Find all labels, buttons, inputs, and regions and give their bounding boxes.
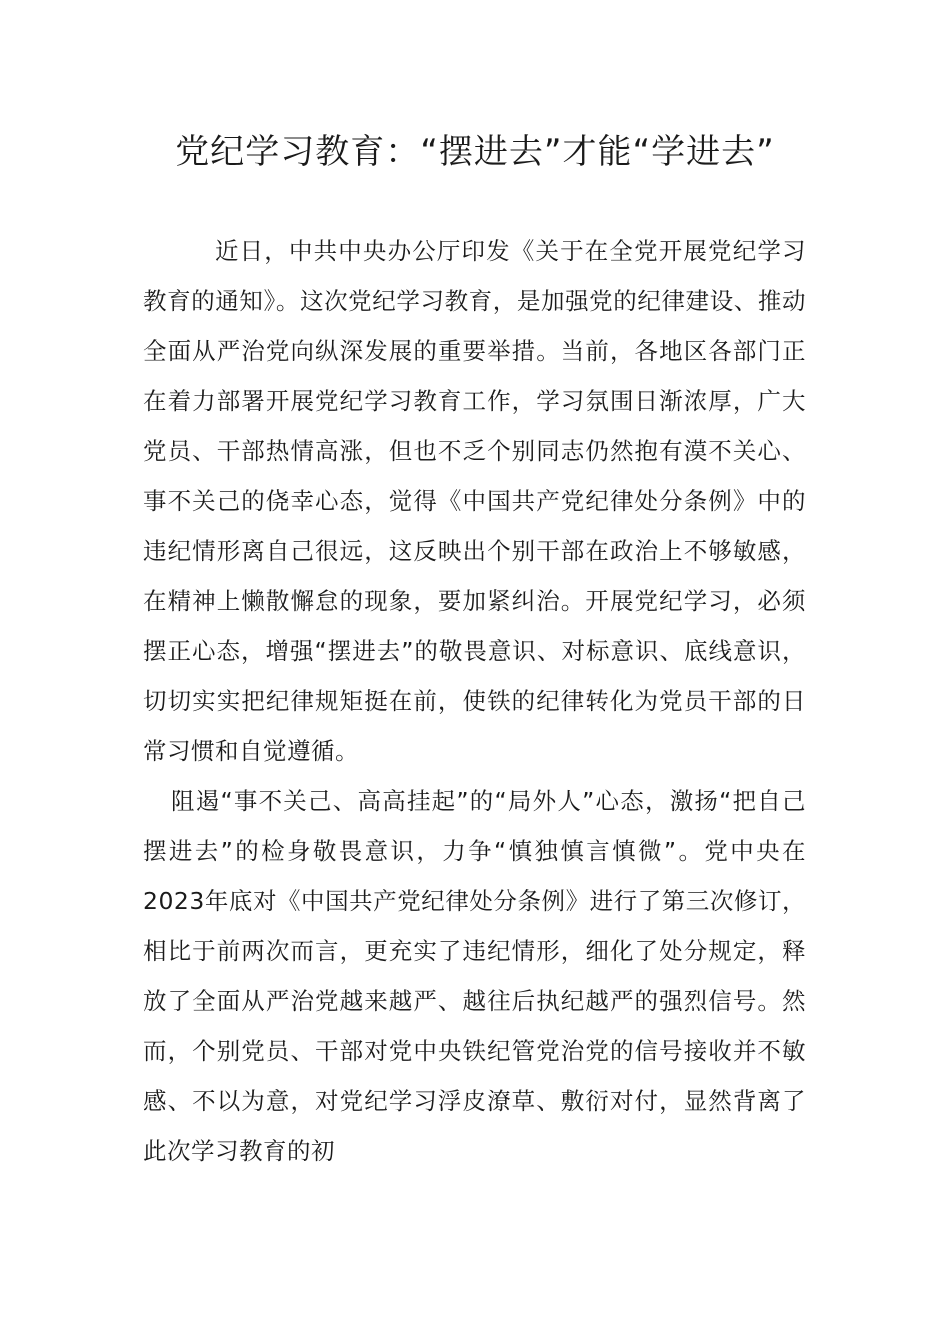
document-body bbox=[143, 226, 806, 1176]
document-title: 党纪学习教育：“摆进去”才能“学进去” bbox=[175, 132, 775, 172]
paragraph-1: 近日，中共中央办公厅印发《关于在全党开展党纪学习教育的通知》。这次党纪学习教育，是加强党的纪律建设、推动全面从严治党向纵深发展的重要举措。当前，各地区各部门正在着力部署开展党纪学习教育工作，学习氛围日渐浓厚，广大党员、干部热情高涨，但也不乏个别同志仍然抱有漠不关心、事不关己的侥幸心态，觉得《中国共产党纪律处分条例》中的违纪情形离自己很远，这反映出个别干部在政治上不够敏感，在精神上懒散懈怠的现象，要加紧纠治。开展党纪学习，必须摆正心态，增强“摆进去”的敬畏意识、对标意识、底线意识，切切实实把纪律规矩挺在前，使铁的纪律转化为党员干部的日常习惯和自觉遵循。 bbox=[143, 237, 806, 765]
paragraph-2: 阻遏“事不关己、高高挂起”的“局外人”心态，激扬“把自己摆进去”的检身敬畏意识，力争“慎独慎言慎微”。党中央在2023年底对《中国共产党纪律处分条例》进行了第三次修订，相比于前两次而言，更充实了违纪情形，细化了处分规定，释放了全面从严治党越来越严、越往后执纪越严的强烈信号。然而，个别党员、干部对党中央铁纪管党治党的信号接收并不敏感、不以为意，对党纪学习浮皮潦草、敷衍对付，显然背离了此次学习教育的初 bbox=[143, 787, 806, 1165]
